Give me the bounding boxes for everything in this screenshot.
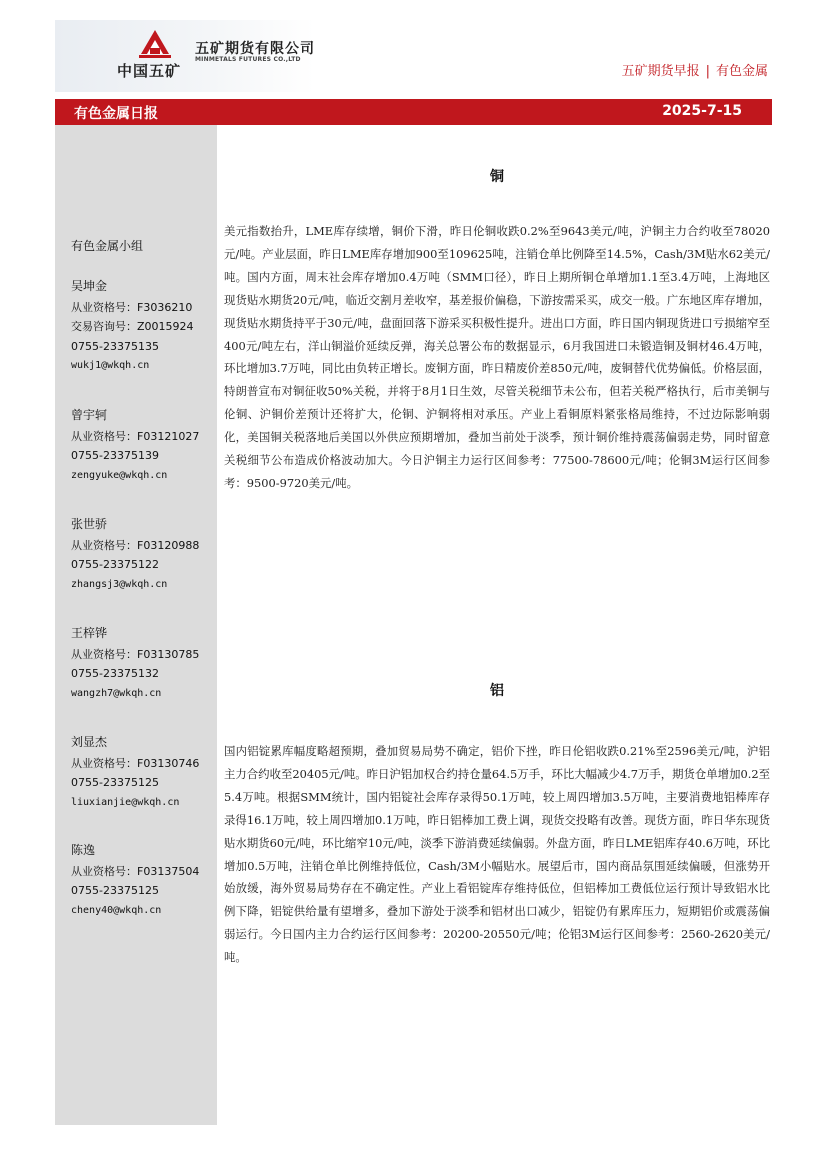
analyst-license: 从业资格号：F03120988 [71, 538, 200, 552]
analyst-advisory: 交易咨询号：Z0015924 [71, 320, 194, 333]
analyst-license: 从业资格号：F03130746 [71, 756, 200, 770]
section-body-copper [224, 220, 770, 495]
analyst-phone: 0755-23375122 [71, 558, 159, 571]
analyst-card [71, 841, 199, 920]
analyst-card [71, 406, 199, 485]
analyst-email[interactable]: zhangsj3@wkqh.cn [71, 578, 168, 590]
company-name-en: MINMETALS FUTURES CO.,LTD [195, 56, 301, 63]
analyst-card [71, 515, 199, 594]
title-banner [55, 99, 772, 125]
analyst-email[interactable]: zengyuke@wkqh.cn [71, 469, 168, 481]
minmetals-logo-icon [137, 24, 173, 60]
analyst-name: 曾宇轲 [71, 408, 108, 422]
analyst-name: 吴坤金 [71, 279, 108, 293]
analyst-phone: 0755-23375135 [71, 339, 159, 353]
analyst-email[interactable]: cheny40@wkqh.cn [71, 904, 162, 916]
report-category: 有色金属 [715, 64, 768, 79]
section-body-aluminium [224, 740, 770, 969]
analyst-email[interactable]: wangzh7@wkqh.cn [71, 687, 162, 699]
page-header [55, 20, 772, 92]
analyst-phone: 0755-23375132 [71, 667, 159, 680]
report-name: 五矿期货早报 [621, 64, 700, 79]
analyst-name: 王梓铧 [71, 626, 108, 640]
analyst-card [71, 733, 199, 812]
analyst-name: 陈逸 [71, 843, 96, 857]
analyst-license: 从业资格号：F03121027 [71, 429, 200, 443]
report-date: 2025-7-15 [662, 103, 742, 119]
analyst-name: 张世骄 [71, 517, 108, 531]
group-title: 有色金属小组 [71, 239, 144, 253]
section-title-copper: 铜 [490, 169, 504, 185]
analyst-name: 刘显杰 [71, 735, 108, 749]
report-tag [622, 60, 768, 79]
analyst-email[interactable]: liuxianjie@wkqh.cn [71, 796, 180, 808]
report-title: 有色金属日报 [74, 106, 158, 122]
analyst-license: 从业资格号：F03137504 [71, 864, 200, 878]
report-separator: | [705, 64, 710, 79]
company-name-cn: 五矿期货有限公司 [195, 41, 315, 57]
analyst-email[interactable]: wukj1@wkqh.cn [71, 360, 150, 371]
analyst-sidebar [55, 125, 217, 1125]
section-title-aluminium: 铝 [490, 683, 504, 699]
logo-text: 中国五矿 [117, 62, 182, 80]
copper-paragraph: 美元指数抬升，LME库存续增，铜价下滑，昨日伦铜收跌0.2%至9643美元/吨，沪铜主力合约收至78020元/吨。产业层面，昨日LME库存增加900至109625吨，注销仓单比例降至14.5%，Cash/3M贴水62美元/吨。国内方面，周末社会库存增加0.4万吨（SMM口径），昨日上期所铜仓单增加1.1至3.4万吨，上海地区现货贴水期货20元/吨，临近交割月差收窄，基差报价偏稳，下游按需采买，成交一般。广东地区库存增加，现货贴水期货持平于30元/吨，盘面回落下游采买积极性提升。进出口方面，昨日国内铜现货进口亏损缩窄至400元/吨左右，洋山铜溢价延续反弹，海关总署公布的数据显示，6月我国进口未锻造铜及铜材46.4万吨，环比增加3.7万吨，同比由负转正增长。废铜方面，昨日精废价差850元/吨，废铜替代优势偏低。价格层面，特朗普宣布对铜征收50%关税，并将于8月1日生效，尽管关税细节未公布，但若关税严格执行，后市美铜与伦铜、沪铜价差预计还将扩大，伦铜、沪铜将相对承压。产业上看铜原料紧张格局维持，不过边际影响弱化，美国铜关税落地后美国以外供应预期增加，叠加当前处于淡季，预计铜价维持震荡偏弱走势，同时留意关税细节公布造成价格波动加大。今日沪铜主力运行区间参考：77500-78600元/吨；伦铜3M运行区间参考：9500-9720美元/吨。 [224, 224, 770, 490]
analyst-phone: 0755-23375125 [71, 884, 159, 897]
aluminium-paragraph: 国内铝锭累库幅度略超预期，叠加贸易局势不确定，铝价下挫，昨日伦铝收跌0.21%至2596美元/吨，沪铝主力合约收至20405元/吨。昨日沪铝加权合约持仓量64.5万手，环比大幅减少4.7万手，期货仓单增加0.2至5.4万吨。根据SMM统计，国内铝锭社会库存录得50.1万吨，较上周四增加3.5万吨，主要消费地铝棒库存录得16.1万吨，较上周四增加0.1万吨，昨日铝棒加工费上调，现货交投略有改善。现货方面，昨日华东现货贴水期货60元/吨，环比缩窄10元/吨，淡季下游消费延续偏弱。外盘方面，昨日LME铝库存40.6万吨，环比增加0.5万吨，注销仓单比例维持低位，Cash/3M小幅贴水。展望后市，国内商品氛围延续偏暖，但涨势开始放缓，海外贸易局势存在不确定性。产业上看铝锭库存维持低位，但铝棒加工费低位运行预计导致铝水比例下降，铝锭供给量有望增多，叠加下游处于淡季和铝材出口减少，铝锭仍有累库压力，短期铝价或震荡偏弱运行。今日国内主力合约运行区间参考：20200-20550元/吨；伦铝3M运行区间参考：2560-2620美元/吨。 [224, 744, 770, 965]
analyst-phone: 0755-23375139 [71, 449, 159, 462]
analyst-card [71, 277, 194, 376]
analyst-phone: 0755-23375125 [71, 776, 159, 789]
analyst-license: 从业资格号：F03130785 [71, 647, 200, 661]
analyst-card [71, 624, 199, 703]
analyst-license: 从业资格号：F3036210 [71, 300, 193, 314]
